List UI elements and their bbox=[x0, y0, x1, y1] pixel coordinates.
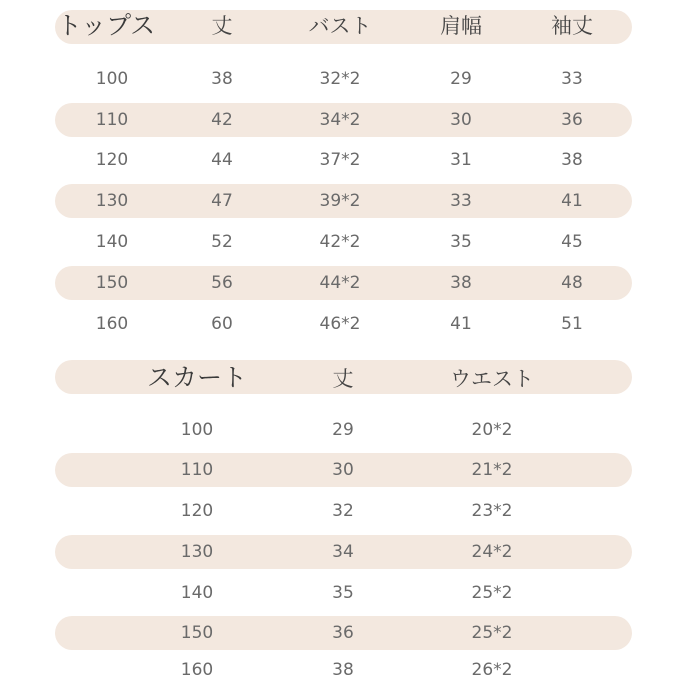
skirt-cell: 38 bbox=[332, 660, 354, 680]
skirt-cell: 35 bbox=[332, 583, 354, 603]
tops-cell: 31 bbox=[450, 150, 472, 170]
skirt-cell: 140 bbox=[180, 583, 214, 603]
skirt-cell: 20*2 bbox=[471, 420, 513, 440]
tops-cell: 42*2 bbox=[319, 232, 361, 252]
tops-cell: 46*2 bbox=[319, 314, 361, 334]
tops-column-header: 丈 bbox=[211, 14, 233, 38]
tops-cell: 38 bbox=[450, 273, 472, 293]
skirt-cell: 29 bbox=[332, 420, 354, 440]
skirt-column-header: 丈 bbox=[332, 367, 354, 391]
tops-cell: 44*2 bbox=[319, 273, 361, 293]
tops-cell: 120 bbox=[95, 150, 129, 170]
skirt-cell: 23*2 bbox=[471, 501, 513, 521]
skirt-cell: 160 bbox=[180, 660, 214, 680]
tops-title: トップス bbox=[56, 11, 156, 40]
tops-cell: 34*2 bbox=[319, 110, 361, 130]
tops-cell: 130 bbox=[95, 191, 129, 211]
tops-column-header: 袖丈 bbox=[551, 14, 593, 38]
tops-cell: 32*2 bbox=[319, 69, 361, 89]
skirt-cell: 26*2 bbox=[471, 660, 513, 680]
tops-cell: 47 bbox=[211, 191, 233, 211]
skirt-title: スカート bbox=[146, 363, 248, 392]
tops-cell: 52 bbox=[211, 232, 233, 252]
skirt-cell: 24*2 bbox=[471, 542, 513, 562]
tops-cell: 38 bbox=[561, 150, 583, 170]
tops-cell: 51 bbox=[561, 314, 583, 334]
tops-cell: 60 bbox=[211, 314, 233, 334]
tops-cell: 44 bbox=[211, 150, 233, 170]
tops-cell: 160 bbox=[95, 314, 129, 334]
skirt-cell: 25*2 bbox=[471, 623, 513, 643]
tops-cell: 38 bbox=[211, 69, 233, 89]
tops-cell: 41 bbox=[450, 314, 472, 334]
skirt-cell: 25*2 bbox=[471, 583, 513, 603]
skirt-cell: 130 bbox=[180, 542, 214, 562]
tops-column-header: バスト bbox=[308, 14, 372, 38]
skirt-cell: 30 bbox=[332, 460, 354, 480]
skirt-column-header: ウエスト bbox=[450, 367, 534, 391]
tops-cell: 29 bbox=[450, 69, 472, 89]
tops-cell: 30 bbox=[450, 110, 472, 130]
tops-cell: 41 bbox=[561, 191, 583, 211]
skirt-cell: 21*2 bbox=[471, 460, 513, 480]
tops-cell: 35 bbox=[450, 232, 472, 252]
tops-column-header: 肩幅 bbox=[440, 14, 482, 38]
tops-cell: 100 bbox=[95, 69, 129, 89]
skirt-cell: 32 bbox=[332, 501, 354, 521]
skirt-cell: 36 bbox=[332, 623, 354, 643]
tops-cell: 33 bbox=[450, 191, 472, 211]
tops-cell: 110 bbox=[95, 110, 129, 130]
tops-cell: 39*2 bbox=[319, 191, 361, 211]
tops-cell: 150 bbox=[95, 273, 129, 293]
skirt-cell: 100 bbox=[180, 420, 214, 440]
skirt-cell: 34 bbox=[332, 542, 354, 562]
tops-cell: 33 bbox=[561, 69, 583, 89]
skirt-cell: 110 bbox=[180, 460, 214, 480]
tops-cell: 36 bbox=[561, 110, 583, 130]
tops-cell: 42 bbox=[211, 110, 233, 130]
tops-cell: 45 bbox=[561, 232, 583, 252]
tops-cell: 48 bbox=[561, 273, 583, 293]
skirt-cell: 150 bbox=[180, 623, 214, 643]
tops-cell: 140 bbox=[95, 232, 129, 252]
tops-cell: 56 bbox=[211, 273, 233, 293]
skirt-cell: 120 bbox=[180, 501, 214, 521]
tops-cell: 37*2 bbox=[319, 150, 361, 170]
